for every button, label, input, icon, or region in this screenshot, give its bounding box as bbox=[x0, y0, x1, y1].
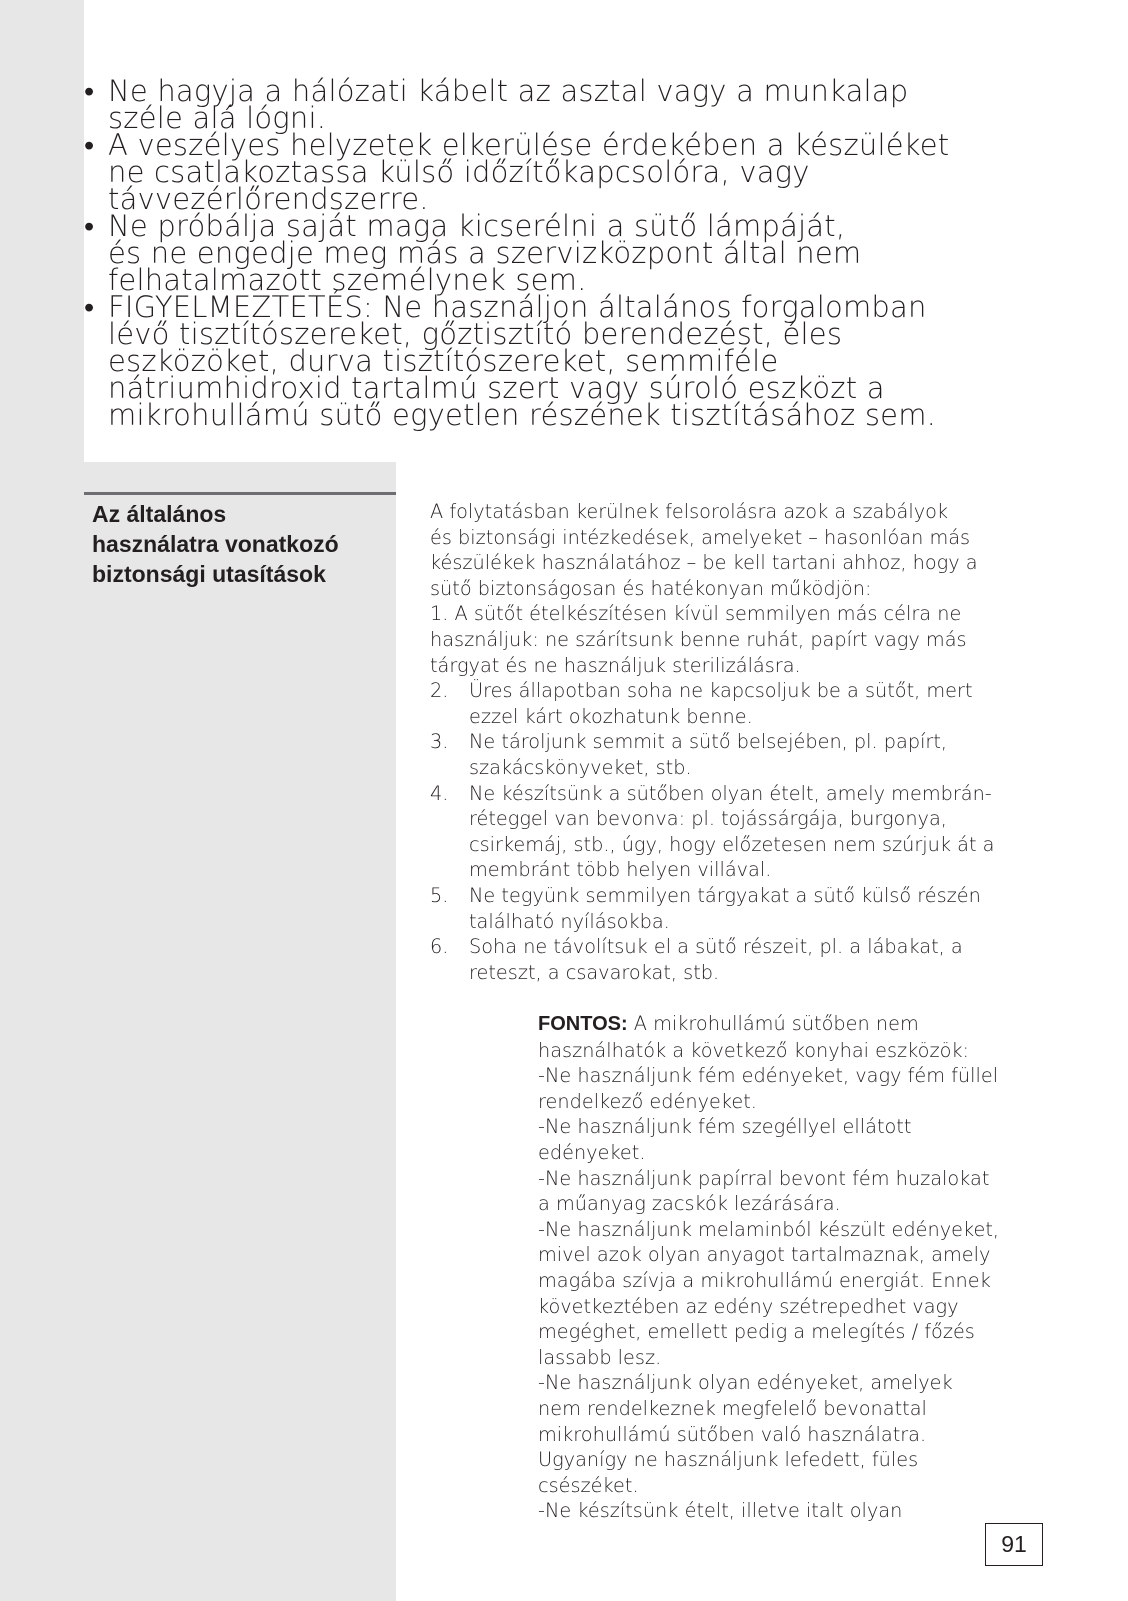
text-line: rendelkező edényeket. bbox=[538, 1089, 757, 1113]
warning-item bbox=[84, 209, 1084, 297]
heading-line: biztonsági utasítások bbox=[92, 561, 326, 587]
text-line: réteggel van bevonva: pl. tojássárgája, burgonya, bbox=[469, 807, 947, 831]
rule-number: 6. bbox=[430, 935, 449, 959]
warning-item bbox=[84, 290, 1084, 432]
text-line: -Ne használjunk melaminból készült edényeket, bbox=[538, 1217, 1000, 1241]
bullet: • bbox=[84, 128, 95, 162]
text-line: és biztonsági intézkedések, amelyeket – hasonlóan más bbox=[430, 525, 971, 549]
text-line: Ugyanígy ne használjunk lefedett, füles bbox=[538, 1448, 919, 1472]
section-divider bbox=[84, 492, 396, 495]
text-line: szakácskönyveket, stb. bbox=[469, 755, 692, 779]
text-line: ezzel kárt okozhatunk benne. bbox=[469, 704, 753, 728]
bullet: • bbox=[84, 290, 95, 324]
text-line: edényeket. bbox=[538, 1140, 646, 1164]
rule-item bbox=[430, 883, 1040, 934]
text-line: Ne tegyünk semmilyen tárgyakat a sütő külső részén bbox=[469, 883, 981, 907]
text-line: Üres állapotban soha ne kapcsoljuk be a sütőt, mert bbox=[469, 679, 973, 703]
text-line: Ne készítsünk a sütőben olyan ételt, amely membrán- bbox=[469, 781, 992, 805]
intro-paragraph bbox=[430, 499, 1040, 678]
text-line: Ne tároljunk semmit a sütő belsejében, pl. papírt, bbox=[469, 730, 948, 754]
text-line: tárgyat és ne használjuk sterilizálásra. bbox=[430, 653, 801, 677]
text-line: nem rendelkeznek megfelelő bevonattal bbox=[538, 1396, 927, 1420]
text-line: mikrohullámú sütőben való használatra. bbox=[538, 1422, 927, 1446]
text-line: mivel azok olyan anyagot tartalmaznak, amely bbox=[538, 1243, 991, 1267]
text-line: csirkemáj, stb., úgy, hogy előzetesen nem szúrjuk át a bbox=[469, 832, 995, 856]
warning-line: felhatalmazott személynek sem. bbox=[108, 263, 587, 297]
warning-item bbox=[84, 74, 1084, 135]
warning-line: nátriumhidroxid tartalmú szert vagy súroló eszközt a bbox=[108, 371, 885, 405]
rule-number: 3. bbox=[430, 730, 449, 754]
warning-line: mikrohullámú sütő egyetlen részének tisztításához sem. bbox=[108, 398, 937, 432]
section-heading bbox=[92, 499, 392, 589]
rule-number: 2. bbox=[430, 679, 449, 703]
text-line: lassabb lesz. bbox=[538, 1345, 662, 1369]
warning-item bbox=[84, 128, 1084, 216]
text-line: -Ne készítsünk ételt, illetve italt olyan bbox=[538, 1499, 903, 1523]
section-body bbox=[430, 499, 1040, 985]
rule-number: 4. bbox=[430, 781, 449, 805]
warning-list bbox=[84, 74, 1084, 432]
important-label: FONTOS: bbox=[538, 1013, 628, 1035]
text-line: 1. A sütőt ételkészítésen kívül semmilyen más célra ne bbox=[430, 602, 962, 626]
warning-line: FIGYELMEZTETÉS: Ne használjon általános forgalomban bbox=[108, 290, 927, 324]
warning-line: távvezérlőrendszerre. bbox=[108, 182, 429, 216]
text-line: magába szívja a mikrohullámú energiát. Ennek bbox=[538, 1268, 991, 1292]
important-note bbox=[538, 1011, 1058, 1524]
warning-line: széle alá lógni. bbox=[108, 101, 327, 135]
text-line: -Ne használjunk olyan edényeket, amelyek bbox=[538, 1371, 953, 1395]
bullet: • bbox=[84, 209, 95, 243]
rule-item bbox=[430, 729, 1040, 780]
text-line: Soha ne távolítsuk el a sütő részeit, pl. a lábakat, a bbox=[469, 935, 963, 959]
rule-list bbox=[430, 678, 1040, 985]
rule-item bbox=[430, 934, 1040, 985]
text-line: csészéket. bbox=[538, 1473, 639, 1497]
text-line: -Ne használjunk papírral bevont fém huzalokat bbox=[538, 1166, 990, 1190]
text-line: készülékek használatához – be kell tartani ahhoz, hogy a bbox=[430, 551, 978, 575]
rule-number: 5. bbox=[430, 883, 449, 907]
text-line: -Ne használjunk fém szegéllyel ellátott bbox=[538, 1115, 912, 1139]
rule-item bbox=[430, 678, 1040, 729]
text-line: A folytatásban kerülnek felsorolásra azok a szabályok bbox=[430, 500, 949, 523]
text-line: található nyílásokba. bbox=[469, 909, 670, 933]
bullet: • bbox=[84, 74, 95, 108]
warning-line: eszközöket, durva tisztítószereket, semmiféle bbox=[108, 344, 779, 378]
warning-line: A veszélyes helyzetek elkerülése érdekében a készüléket bbox=[108, 128, 950, 162]
text-line: reteszt, a csavarokat, stb. bbox=[469, 960, 720, 984]
heading-line: használatra vonatkozó bbox=[92, 531, 339, 557]
heading-line: Az általános bbox=[92, 501, 227, 527]
page-number: 91 bbox=[985, 1523, 1043, 1566]
text-line: használjuk: ne szárítsunk benne ruhát, papírt vagy más bbox=[430, 627, 967, 651]
warning-line: Ne hagyja a hálózati kábelt az asztal vagy a munkalap bbox=[108, 74, 909, 108]
warning-line: Ne próbálja saját maga kicserélni a sütő lámpáját, bbox=[108, 209, 846, 243]
text-line: következtében az edény szétrepedhet vagy bbox=[538, 1294, 959, 1318]
text-line: sütő biztonságosan és hatékonyan működjön: bbox=[430, 576, 872, 600]
text-line: megéghet, emellett pedig a melegítés / főzés bbox=[538, 1320, 975, 1344]
warning-line: ne csatlakoztassa külső időzítőkapcsolóra, vagy bbox=[108, 155, 810, 189]
warning-line: és ne engedje meg más a szervizközpont által nem bbox=[108, 236, 862, 270]
text-line: -Ne használjunk fém edényeket, vagy fém füllel bbox=[538, 1064, 999, 1088]
text-line bbox=[538, 1011, 1058, 1038]
important-first-line: A mikrohullámú sütőben nem bbox=[627, 1012, 919, 1035]
important-paragraph bbox=[538, 1011, 1058, 1524]
text-line: használhatók a következő konyhai eszközök: bbox=[538, 1038, 970, 1062]
text-line: membránt több helyen villával. bbox=[469, 858, 772, 882]
text-line: a műanyag zacskók lezárására. bbox=[538, 1192, 841, 1216]
warning-line: lévő tisztítószereket, gőztisztító berendezést, éles bbox=[108, 317, 843, 351]
rule-item bbox=[430, 781, 1040, 883]
